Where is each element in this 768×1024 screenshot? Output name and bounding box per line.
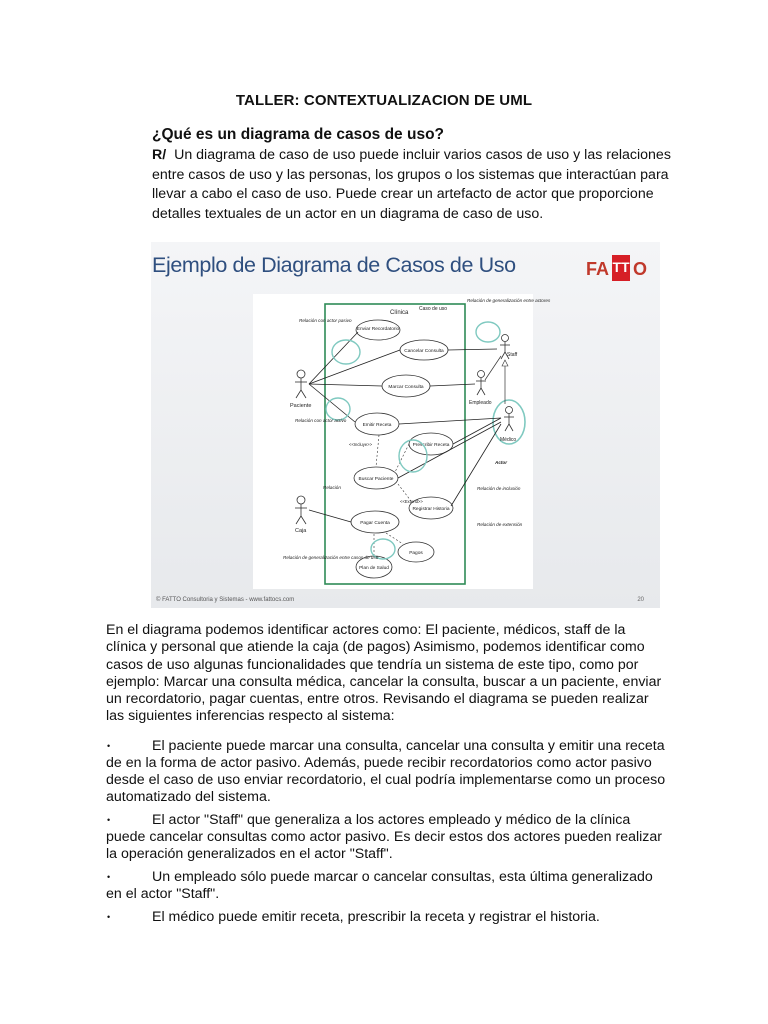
note-pasivo: Relación con actor pasivo <box>299 318 352 323</box>
use-case-diagram <box>253 294 551 589</box>
list-item-rest: de en la forma de actor pasivo. Además, puede recibir recordatorios como actor pasivo desde el caso de uso enviar recordatorio, el cual podría implementarse como un proceso automatizado del sistema. <box>106 755 666 805</box>
bullet-icon: • <box>107 912 111 922</box>
question-heading: ¿Qué es un diagrama de casos de uso? <box>152 126 445 143</box>
list-item-first-line: El paciente puede marcar una consulta, cancelar una consulta y emitir una receta <box>152 738 665 754</box>
list-item <box>106 738 672 806</box>
actor-medico <box>504 407 514 432</box>
bullet-icon: • <box>107 741 111 751</box>
uc-pagos: Pagos <box>409 551 423 556</box>
actor-label-empleado: Empleado <box>469 400 492 406</box>
list-item <box>106 812 672 863</box>
bullet-icon: • <box>107 872 111 882</box>
list-item-rest: cancelar consultas como actor pasivo. Es decir estos dos actores pueden realizar la operación generalizados en el actor "Staff". <box>106 829 662 862</box>
note-activo: Relación con actor activo <box>295 418 347 423</box>
list-item-rest: el actor "Staff". <box>125 886 220 902</box>
note-gen-actores: Relación de generalización entre actores <box>467 298 551 303</box>
uc-emitir: Emitir Receta <box>362 423 392 428</box>
bullet-icon: • <box>107 815 111 825</box>
list-item <box>106 869 672 903</box>
actor-empleado <box>476 371 486 396</box>
actor-caja <box>295 496 307 524</box>
use-case-figure <box>151 242 660 608</box>
figure-title: Ejemplo de Diagrama de Casos de Uso <box>152 253 516 277</box>
body-paragraph: En el diagrama podemos identificar actores como: El paciente, médicos, staff de la clínica y personal que atiende la caja (de pagos) Asimismo, podemos identificar como casos de uso algunas funcionalidades que tendría un sistema de este tipo, como por ejemplo: Marcar una consulta médica, cancelar la consulta, buscar a un paciente, enviar un recordatorio, pagar cuentas, entre otros. Revisando el diagrama se pueden realizar las siguientes inferencias respecto al sistema: <box>106 622 662 725</box>
figure-page-number: 20 <box>637 597 644 603</box>
uc-cancelar: Cancelar Consulta <box>404 349 444 354</box>
inference-list <box>106 738 672 932</box>
actor-label-staff: Staff <box>507 352 518 358</box>
uc-prescribir: Prescribir Receta <box>412 443 450 448</box>
list-item-first-line: El actor "Staff" que generaliza a los actores empleado y médico de la clínica puede <box>106 812 631 845</box>
document-title: TALLER: CONTEXTUALIZACION DE UML <box>235 92 533 109</box>
note-gen-casos: Relación de generalización entre casos de uso <box>283 555 379 560</box>
uc-marcar: Marcar Consulta <box>388 385 424 390</box>
uc-registrar: Registrar Historia <box>412 507 450 512</box>
figure-footer: © FATTO Consultoria y Sistemas - www.fattocs.com <box>156 597 295 603</box>
uc-plan: Plan de Salud <box>359 566 389 571</box>
answer-text: Un diagrama de caso de uso puede incluir varios casos de uso y las relaciones entre casos de uso y las personas, los grupos o los sistemas que interactúan para llevar a cabo el caso de uso. Puede crear un artefacto de actor que proporcione detalles textuales de un actor en un diagrama de caso de uso. <box>152 147 671 222</box>
answer-paragraph <box>152 146 672 224</box>
actor-label-caja: Caja <box>295 528 307 534</box>
incluye-label: <<Incluye>> <box>349 442 373 447</box>
actor-paciente <box>295 370 307 398</box>
uc-enviar: Enviar Recordatorio <box>356 327 400 332</box>
extend-label: <<Extend>> <box>400 499 423 504</box>
diagram-svg <box>253 294 551 589</box>
note-actor: Actor <box>495 460 507 465</box>
note-extension: Relación de extensión <box>477 522 523 527</box>
note-relacion: Relación <box>323 485 341 490</box>
note-inclusion: Relación de inclusión <box>477 486 521 491</box>
actor-label-medico: Médico <box>500 437 517 443</box>
uc-buscar: Buscar Paciente <box>358 477 394 482</box>
list-item <box>106 909 672 926</box>
actor-label-paciente: Paciente <box>290 403 312 409</box>
caso-de-uso-note: Caso de uso <box>419 306 448 312</box>
fatto-logo: FA TT O <box>586 255 652 287</box>
list-item-first-line: El médico puede emitir receta, prescribir la receta y registrar el historia. <box>152 909 600 925</box>
system-label: Clínica <box>390 310 409 316</box>
answer-label: R/ <box>152 147 167 163</box>
list-item-first-line: Un empleado sólo puede marcar o cancelar consultas, esta última generalizado en <box>106 869 653 902</box>
uc-pagar: Pagar Cuenta <box>360 521 390 526</box>
